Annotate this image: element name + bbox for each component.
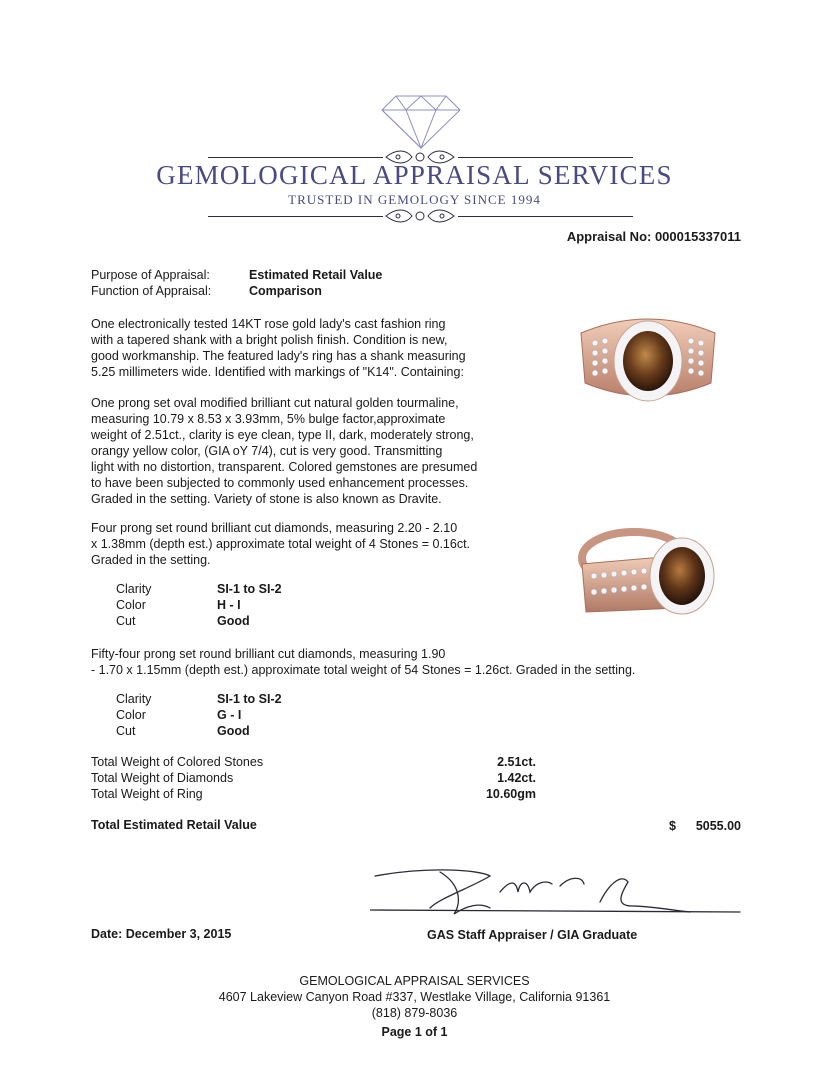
- function-value: Comparison: [249, 284, 322, 298]
- grading-2-clarity-value: SI-1 to SI-2: [217, 692, 282, 706]
- grading-2-color-label: Color: [116, 708, 146, 722]
- purpose-value: Estimated Retail Value: [249, 268, 383, 282]
- diamonds-2-description: Fifty-four prong set round brilliant cut diamonds, measuring 1.90 - 1.70 x 1.15mm (depth est.) approximate total weight of 54 Stones = 1.26ct. Graded in the setting.: [91, 647, 636, 677]
- header-rule-bottom-right: [458, 216, 633, 217]
- total-colored-stones-value: 2.51ct.: [497, 755, 536, 769]
- retail-value-label: Total Estimated Retail Value: [91, 818, 257, 832]
- grading-1-cut-value: Good: [217, 614, 250, 628]
- purpose-label: Purpose of Appraisal:: [91, 268, 210, 282]
- center-stone-description: One prong set oval modified brilliant cut natural golden tourmaline, measuring 10.79 x 8.53 x 3.93mm, 5% bulge factor,approximate weight of 2.51ct., clarity is eye clean, type II, dark, moderately strong, orangy yellow color, (GIA oY 7/4), cut is very good. Transmitting light with no distortion, transparent. Colored gemstones are presumed to have been subjected to commonly used enhancement processes. Graded in the setting. Variety of stone is also known as Dravite.: [91, 396, 478, 506]
- company-tagline: TRUSTED IN GEMOLOGY SINCE 1994: [288, 192, 541, 207]
- total-ring-weight-label: Total Weight of Ring: [91, 787, 203, 801]
- flourish-bottom-icon: [384, 205, 456, 227]
- total-diamonds-value: 1.42ct.: [497, 771, 536, 785]
- ring-angle-image: [574, 516, 724, 626]
- footer-phone: (818) 879-8036: [371, 1006, 458, 1020]
- appraisal-number: Appraisal No: 000015337011: [566, 229, 741, 244]
- appraisal-date: Date: December 3, 2015: [91, 927, 232, 941]
- ring-front-image: [573, 305, 723, 415]
- total-diamonds-label: Total Weight of Diamonds: [91, 771, 234, 785]
- grading-2-color-value: G - I: [217, 708, 242, 722]
- diamond-logo-icon: [380, 94, 462, 150]
- grading-1-cut-label: Cut: [116, 614, 136, 628]
- footer-company: GEMOLOGICAL APPRAISAL SERVICES: [299, 974, 530, 988]
- header-rule-bottom-left: [208, 216, 383, 217]
- grading-1-color-value: H - I: [217, 598, 241, 612]
- company-name: GEMOLOGICAL APPRAISAL SERVICES: [156, 160, 673, 190]
- page-number: Page 1 of 1: [381, 1025, 448, 1039]
- footer-address: 4607 Lakeview Canyon Road #337, Westlake Village, California 91361: [218, 990, 611, 1004]
- appraiser-title: GAS Staff Appraiser / GIA Graduate: [427, 928, 638, 942]
- retail-value-amount: 5055.00: [695, 819, 741, 833]
- header-rule-top-right: [458, 157, 633, 158]
- appraiser-signature: [370, 862, 750, 922]
- grading-2-clarity-label: Clarity: [116, 692, 152, 706]
- total-ring-weight-value: 10.60gm: [485, 787, 536, 801]
- grading-1-color-label: Color: [116, 598, 146, 612]
- total-colored-stones-label: Total Weight of Colored Stones: [91, 755, 264, 769]
- retail-currency: $: [669, 819, 676, 833]
- grading-2-cut-value: Good: [217, 724, 250, 738]
- ring-description: One electronically tested 14KT rose gold lady's cast fashion ring with a tapered shank with a bright polish finish. Condition is new, good workmanship. The featured lady's ring has a shank measuring 5.25 millimeters wide. Identified with markings of "K14". Containing:: [91, 317, 466, 379]
- function-label: Function of Appraisal:: [91, 284, 212, 298]
- diamonds-1-description: Four prong set round brilliant cut diamonds, measuring 2.20 - 2.10 x 1.38mm (depth est.) approximate total weight of 4 Stones = 0.16ct. Graded in the setting.: [91, 521, 471, 567]
- grading-1-clarity-label: Clarity: [116, 582, 152, 596]
- grading-1-clarity-value: SI-1 to SI-2: [217, 582, 282, 596]
- header-rule-top-left: [208, 157, 383, 158]
- grading-2-cut-label: Cut: [116, 724, 136, 738]
